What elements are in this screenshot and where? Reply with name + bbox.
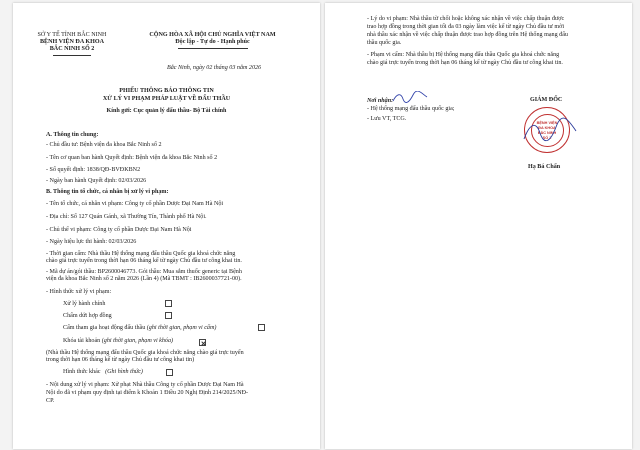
initials-signature: [391, 91, 431, 105]
violation-content-line: - Nội dung xử lý vi phạm: Xử phạt Nhà thầu Công ty cổ phần Dược Đại Nam Hà: [46, 382, 244, 388]
option-lock-label: Khóa tài khoản (ghi thời gian, phạm vi khóa): [63, 338, 174, 344]
section-b-line: - Địa chỉ: Số 127 Quán Gánh, xã Thường Tín, Thành phố Hà Nội.: [46, 214, 207, 220]
section-a-line: - Chủ đầu tư: Bệnh viện đa khoa Bắc Ninh số 2: [46, 142, 162, 148]
scope-line: chào giá trực tuyến trong thời hạn 06 tháng kể từ ngày Chủ đầu tư công khai tin.: [367, 60, 563, 66]
signer-name: Hạ Bá Chấn: [528, 164, 561, 170]
reason-line: trao hợp đồng trong thời gian tối đa 03 ngày làm việc kể từ ngày Chủ đầu tư mời: [367, 24, 565, 30]
reason-line: nhà thầu xác nhận về việc chấp thuận được trao hợp đồng trên Hệ thống mạng đấu: [367, 32, 568, 38]
section-b-line: chào giá trực tuyến trong thời hạn 06 tháng kể từ ngày Chủ đầu tư công khai tin.: [46, 258, 242, 264]
national-title: CỘNG HÒA XÃ HỘI CHỦ NGHĨA VIỆT NAM: [149, 32, 276, 38]
option-terminate-label: Chấm dứt hợp đồng: [63, 313, 112, 319]
bidding-ban-checkbox[interactable]: [258, 324, 265, 331]
option-other-label: Hình thức khác (Ghi hình thức): [63, 369, 143, 375]
section-a-line: - Tên cơ quan ban hành Quyết định: Bệnh viện đa khoa Bắc Ninh số 2: [46, 155, 218, 161]
section-b-line: - Tên tổ chức, cá nhân vi phạm: Công ty cổ phần Dược Đại Nam Hà Nội: [46, 201, 224, 207]
recipient-item: - Hệ thống mạng đấu thầu quốc gia;: [367, 106, 455, 112]
section-b-heading: B. Thông tin tổ chức, cá nhân bị xử lý vi phạm:: [46, 189, 169, 195]
lock-detail-line: trong thời hạn 06 tháng kể từ ngày Chủ đầu tư công khai tin): [46, 357, 195, 363]
violation-content-line: CP.: [46, 398, 55, 404]
reason-line: thầu quốc gia.: [367, 40, 402, 46]
section-a-heading: A. Thông tin chung:: [46, 132, 99, 138]
section-b-line: - Mã dự án/gói thầu: BP2600046773. Gói thầu: Mua sắm thuốc generic tại Bệnh: [46, 269, 242, 275]
option-administrative-label: Xử lý hành chính: [63, 301, 106, 307]
option-ban-label: Cấm tham gia hoạt động đấu thầu (ghi thời gian, phạm vi cấm): [63, 325, 217, 331]
document-subtitle: XỬ LÝ VI PHẠM PHÁP LUẬT VỀ ĐẤU THẦU: [102, 96, 231, 102]
header-underline-right: [178, 48, 248, 49]
document-page-1: [13, 3, 320, 449]
section-a-line: - Ngày ban hành Quyết định: 02/03/2026: [46, 178, 147, 184]
director-signature: [520, 113, 580, 149]
recipients-label: Nơi nhận:: [367, 98, 394, 104]
agency-name: SỞ Y TẾ TỈNH BẮC NINH: [37, 32, 107, 38]
national-motto: Độc lập - Tự do - Hạnh phúc: [175, 39, 250, 45]
account-lock-checkbox[interactable]: [199, 339, 206, 346]
hospital-stamp: BỆNH VIỆN ĐA KHOA BẮC NINH SỐ 2: [524, 107, 570, 153]
other-form-checkbox[interactable]: [166, 369, 173, 376]
section-b-line: - Chủ thể vi phạm: Công ty cổ phần Dược Đại Nam Hà Nội: [46, 227, 192, 233]
terminate-contract-checkbox[interactable]: [165, 312, 172, 319]
recipient-line: Kính gửi: Cục quản lý đấu thầu- Bộ Tài chính: [106, 108, 227, 114]
hospital-name: BỆNH VIỆN ĐA KHOA: [39, 39, 105, 45]
reason-line: - Lý do vi phạm: Nhà thầu từ chối hoặc không xác nhận về việc chấp thuận được: [367, 16, 565, 22]
section-b-line: viện đa khoa Bắc Ninh số 2 năm 2026 (Lần 4) (Mã TBMT : IB2600037721-00).: [46, 276, 242, 282]
recipient-item: - Lưu VT, TCG.: [367, 116, 407, 122]
section-b-line: - Ngày hiệu lực thi hành: 02/03/2026: [46, 239, 137, 245]
signer-title: GIÁM ĐỐC: [530, 97, 563, 103]
document-page-2: [325, 3, 632, 449]
section-a-line: - Số quyết định: 1838/QĐ-BVĐKBN2: [46, 167, 141, 173]
scope-line: - Phạm vi cấm: Nhà thầu bị Hệ thống mạng đấu thầu Quốc gia khoá chức năng: [367, 52, 560, 58]
document-title: PHIẾU THÔNG BÁO THÔNG TIN: [119, 88, 214, 94]
section-b-line: - Hình thức xử lý vi phạm:: [46, 289, 112, 295]
section-b-line: - Thời gian cấm: Nhà thầu Hệ thống mạng đấu thầu Quốc gia khoá chức năng: [46, 251, 236, 257]
hospital-name-line2: BẮC NINH SỐ 2: [49, 46, 95, 52]
administrative-checkbox[interactable]: [165, 300, 172, 307]
document-date: Bắc Ninh, ngày 02 tháng 03 năm 2026: [167, 65, 262, 71]
violation-content-line: Nội do đã vi phạm quy định tại điểm k Khoản 1 Điều 20 Nghị Định 214/2025/NĐ-: [46, 390, 249, 396]
header-underline-left: [53, 55, 91, 56]
lock-detail-line: (Nhà thầu Hệ thống mạng đấu thầu Quốc gia khoá chức năng chào giá trực tuyến: [46, 350, 244, 356]
